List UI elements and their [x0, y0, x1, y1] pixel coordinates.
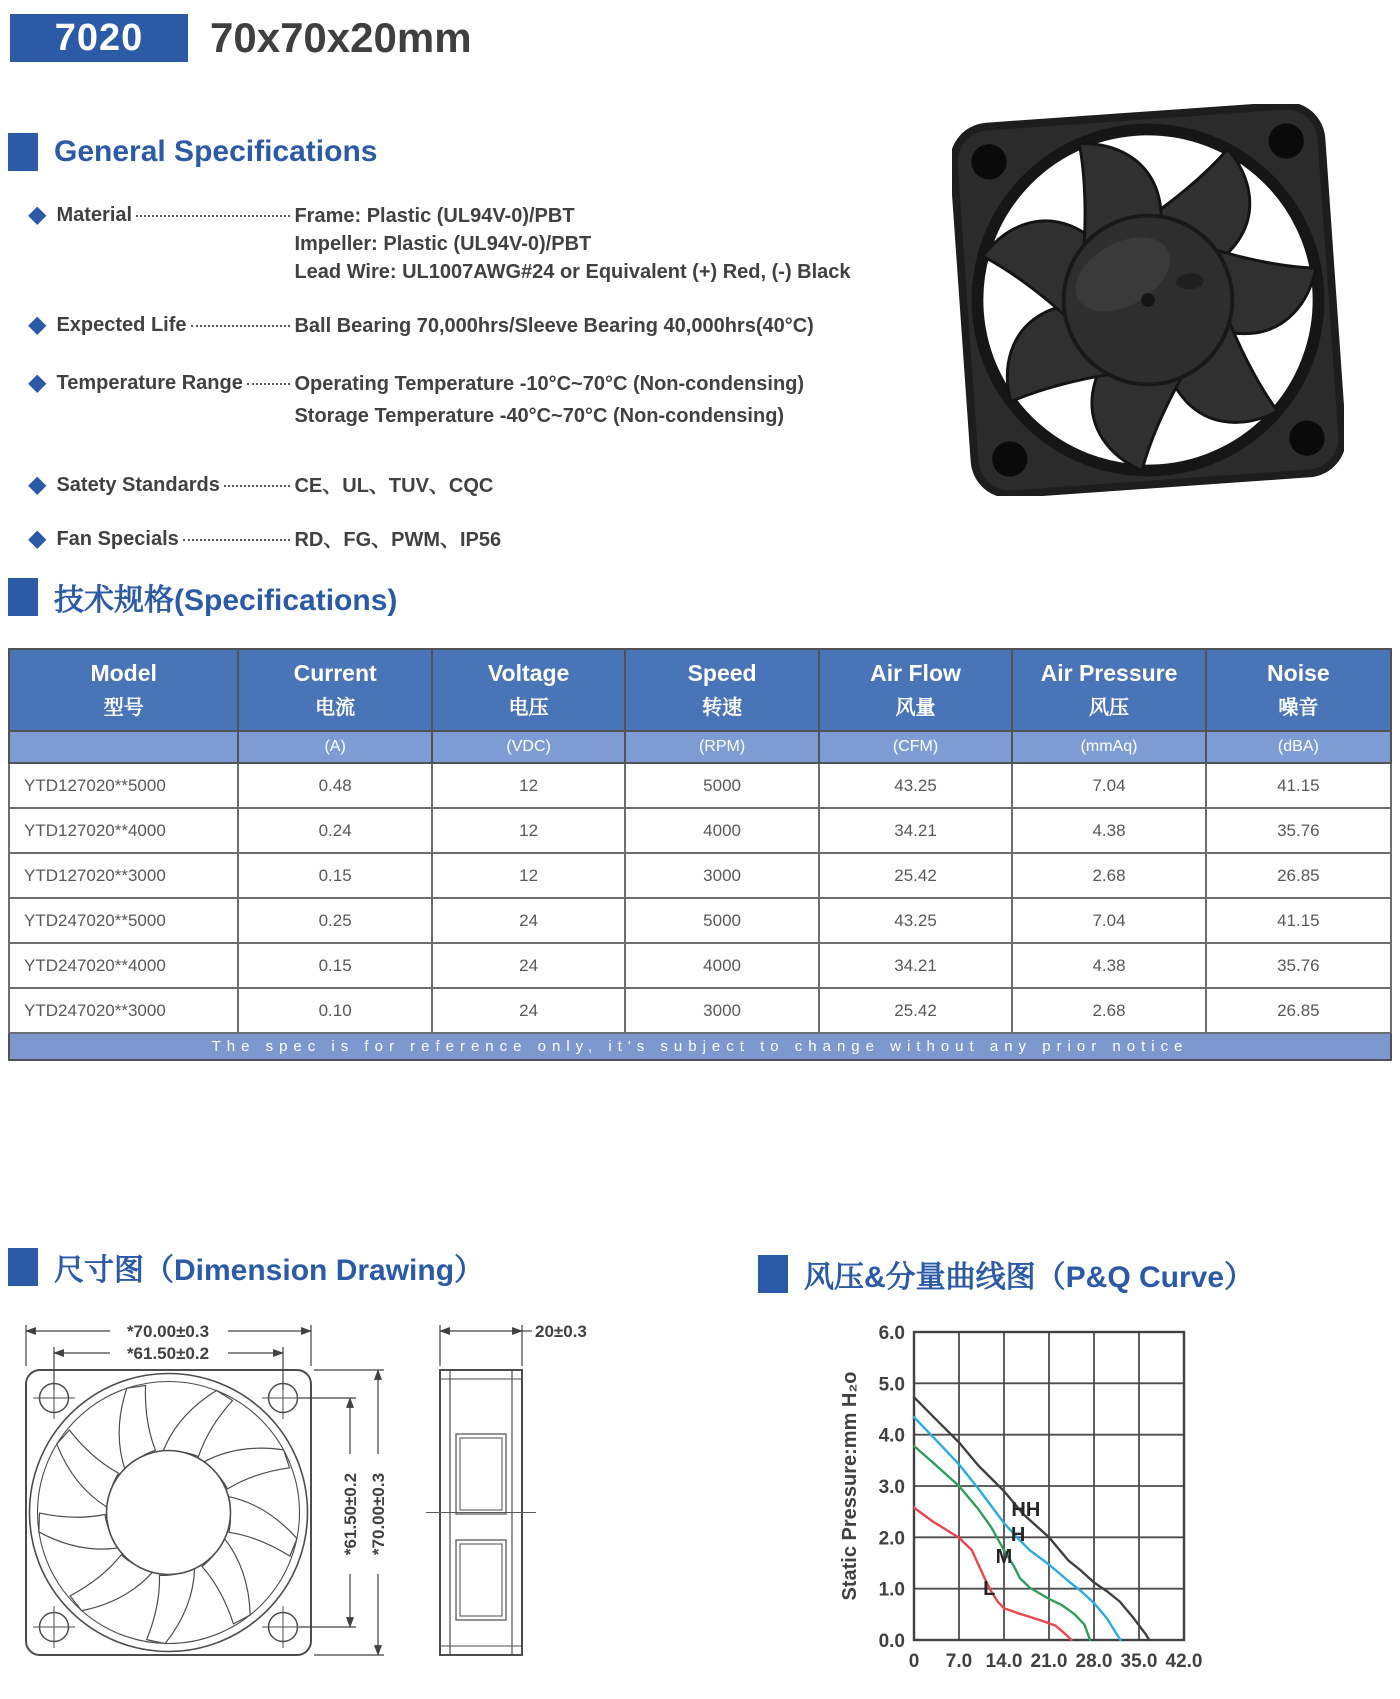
dotted-leader — [224, 472, 291, 487]
x-tick-label: 21.0 — [1030, 1651, 1068, 1672]
model-cell: YTD127020**5000 — [9, 763, 238, 808]
table-cell: 5000 — [625, 763, 818, 808]
spec-label: Satety Standards — [56, 474, 220, 496]
table-cell: 3000 — [625, 853, 818, 898]
table-cell: 12 — [432, 808, 625, 853]
section-marker-icon — [758, 1255, 788, 1293]
table-cell: 26.85 — [1206, 853, 1391, 898]
table-cell: 4.38 — [1012, 943, 1205, 988]
spec-table — [8, 648, 1392, 1061]
y-tick-label: 0.0 — [878, 1631, 905, 1652]
spec-values — [294, 370, 804, 430]
general-specs-list — [28, 202, 908, 554]
table-cell: 0.24 — [238, 808, 431, 853]
fan-photo-illustration — [952, 104, 1344, 496]
general-specs-title: General Specifications — [54, 135, 378, 168]
dim-label-hole-pitch-v: *61.50±0.2 — [341, 1472, 360, 1556]
table-cell: 0.10 — [238, 988, 431, 1033]
spec-item-expected-life — [28, 312, 908, 340]
table-cell: 25.42 — [819, 988, 1012, 1033]
pq-curve-chart — [772, 1316, 1392, 1688]
table-cell: 4.38 — [1012, 808, 1205, 853]
fan-product-photo — [952, 104, 1344, 501]
table-cell: 12 — [432, 763, 625, 808]
table-header-row — [9, 649, 1391, 731]
col-airflow: Air Flow 风量 — [819, 649, 1012, 731]
diamond-bullet-icon: ◆ — [28, 471, 47, 498]
table-cell: 35.76 — [1206, 808, 1391, 853]
table-footnote: The spec is for reference only, it's subject to change without any prior notice — [9, 1033, 1391, 1060]
dimension-section-header — [8, 1245, 484, 1289]
table-cell: 43.25 — [819, 898, 1012, 943]
table-row — [9, 763, 1391, 808]
spec-value: Lead Wire: UL1007AWG#24 or Equivalent (+) Red, (-) Black — [294, 261, 851, 283]
table-cell: 0.15 — [238, 853, 431, 898]
table-cell: 0.48 — [238, 763, 431, 808]
model-badge-label: 7020 — [54, 16, 144, 59]
spec-item-safety-standards — [28, 472, 908, 500]
table-cell: 5000 — [625, 898, 818, 943]
y-tick-label: 5.0 — [878, 1374, 905, 1396]
y-tick-label: 4.0 — [878, 1425, 905, 1447]
y-tick-label: 2.0 — [878, 1528, 905, 1550]
table-cell: 43.25 — [819, 763, 1012, 808]
y-tick-label: 3.0 — [878, 1477, 905, 1498]
x-tick-label: 0 — [908, 1651, 920, 1672]
diamond-bullet-icon: ◆ — [28, 369, 47, 396]
pq-section-header — [758, 1252, 1254, 1296]
col-noise: Noise 噪音 — [1206, 649, 1391, 731]
col-speed: Speed 转速 — [625, 649, 818, 731]
spec-value: Ball Bearing 70,000hrs/Sleeve Bearing 40,000hrs(40°C) — [294, 315, 814, 337]
spec-values — [294, 526, 501, 554]
x-tick-label: 14.0 — [985, 1651, 1023, 1672]
spec-table-container — [8, 648, 1392, 1061]
pq-curve-M — [914, 1446, 1090, 1640]
dotted-leader — [183, 526, 291, 541]
spec-value: Operating Temperature -10°C~70°C (Non-condensing) — [294, 373, 805, 395]
dim-label-height: *70.00±0.3 — [369, 1472, 388, 1556]
section-marker-icon — [8, 1248, 38, 1286]
col-voltage: Voltage 电压 — [432, 649, 625, 731]
x-tick-label: 42.0 — [1165, 1651, 1203, 1672]
table-cell: 41.15 — [1206, 763, 1391, 808]
table-cell: 0.15 — [238, 943, 431, 988]
pq-curve-label-HH: HH — [1011, 1498, 1041, 1521]
pq-curve-label-H: H — [1010, 1523, 1026, 1546]
spec-label: Fan Specials — [56, 528, 179, 550]
diamond-bullet-icon: ◆ — [28, 311, 47, 338]
spec-label: Expected Life — [56, 314, 187, 336]
spec-values — [294, 202, 850, 286]
table-cell: 26.85 — [1206, 988, 1391, 1033]
spec-item-fan-specials — [28, 526, 908, 554]
table-cell: 7.04 — [1012, 763, 1205, 808]
spec-label: Temperature Range — [56, 372, 243, 394]
pq-curve-label-M: M — [995, 1546, 1013, 1568]
table-row — [9, 943, 1391, 988]
unit-cell: (RPM) — [625, 731, 818, 763]
model-cell: YTD247020**3000 — [9, 988, 238, 1033]
table-cell: 25.42 — [819, 853, 1012, 898]
table-row — [9, 808, 1391, 853]
table-cell: 12 — [432, 853, 625, 898]
spec-values — [294, 312, 813, 340]
col-airpressure: Air Pressure 风压 — [1012, 649, 1205, 731]
table-cell: 0.25 — [238, 898, 431, 943]
unit-cell: (mmAq) — [1012, 731, 1205, 763]
spec-table-title: 技术规格(Specifications) — [54, 584, 398, 617]
unit-cell: (CFM) — [819, 731, 1012, 763]
dim-label-width: *70.00±0.3 — [126, 1322, 210, 1341]
table-cell: 24 — [432, 988, 625, 1033]
table-units-row — [9, 731, 1391, 763]
pq-section-title: 风压&分量曲线图（P&Q Curve） — [804, 1261, 1255, 1294]
unit-cell: (VDC) — [432, 731, 625, 763]
x-tick-label: 28.0 — [1075, 1651, 1113, 1672]
table-cell: 34.21 — [819, 808, 1012, 853]
model-badge — [10, 14, 188, 62]
dotted-leader — [136, 202, 290, 217]
model-cell: YTD247020**5000 — [9, 898, 238, 943]
model-cell: YTD127020**3000 — [9, 853, 238, 898]
diamond-bullet-icon: ◆ — [28, 201, 47, 228]
section-marker-icon — [8, 578, 38, 616]
table-cell: 3000 — [625, 988, 818, 1033]
table-row — [9, 988, 1391, 1033]
pq-curve-L — [914, 1508, 1072, 1640]
spec-label: Material — [56, 204, 133, 226]
pq-curve-label-L: L — [983, 1577, 996, 1600]
y-tick-label: 1.0 — [878, 1579, 905, 1601]
x-tick-label: 35.0 — [1120, 1651, 1158, 1672]
table-cell: 41.15 — [1206, 898, 1391, 943]
table-cell: 2.68 — [1012, 988, 1205, 1033]
dim-front-view — [26, 1321, 388, 1655]
section-marker-icon — [8, 133, 38, 171]
table-cell: 24 — [432, 943, 625, 988]
dotted-leader — [191, 312, 291, 327]
model-cell: YTD127020**4000 — [9, 808, 238, 853]
general-specs-header — [8, 133, 377, 171]
dimension-drawing — [12, 1302, 602, 1684]
model-cell: YTD247020**4000 — [9, 943, 238, 988]
table-cell: 7.04 — [1012, 898, 1205, 943]
table-cell: 35.76 — [1206, 943, 1391, 988]
spec-value: CE、UL、TUV、CQC — [294, 475, 494, 497]
col-model: Model 型号 — [9, 649, 238, 731]
table-cell: 24 — [432, 898, 625, 943]
y-axis-title: Static Pressure:mm H₂o — [839, 1371, 861, 1601]
page-title — [10, 14, 472, 62]
table-footer-row — [9, 1033, 1391, 1060]
dim-label-hole-pitch: *61.50±0.2 — [126, 1344, 210, 1363]
col-current: Current 电流 — [238, 649, 431, 731]
diamond-bullet-icon: ◆ — [28, 525, 47, 552]
spec-values — [294, 472, 493, 500]
table-cell: 2.68 — [1012, 853, 1205, 898]
spec-value: RD、FG、PWM、IP56 — [294, 529, 502, 551]
unit-cell — [9, 731, 238, 763]
spec-item-material — [28, 202, 908, 286]
dim-label-depth: 20±0.3 — [535, 1322, 587, 1341]
spec-value: Storage Temperature -40°C~70°C (Non-condensing) — [294, 405, 785, 427]
size-title: 70x70x20mm — [210, 14, 472, 61]
dotted-leader — [247, 370, 291, 385]
spec-item-temperature-range — [28, 370, 908, 430]
x-tick-label: 7.0 — [945, 1651, 973, 1672]
spec-value: Frame: Plastic (UL94V-0)/PBT — [294, 205, 575, 227]
table-row — [9, 898, 1391, 943]
y-tick-label: 6.0 — [878, 1323, 905, 1344]
unit-cell: (dBA) — [1206, 731, 1391, 763]
spec-table-header — [8, 575, 397, 619]
dimension-section-title: 尺寸图（Dimension Drawing） — [54, 1254, 485, 1287]
table-cell: 34.21 — [819, 943, 1012, 988]
table-row — [9, 853, 1391, 898]
table-cell: 4000 — [625, 943, 818, 988]
spec-value: Impeller: Plastic (UL94V-0)/PBT — [294, 233, 592, 255]
unit-cell: (A) — [238, 731, 431, 763]
table-cell: 4000 — [625, 808, 818, 853]
dim-side-view — [426, 1322, 587, 1655]
